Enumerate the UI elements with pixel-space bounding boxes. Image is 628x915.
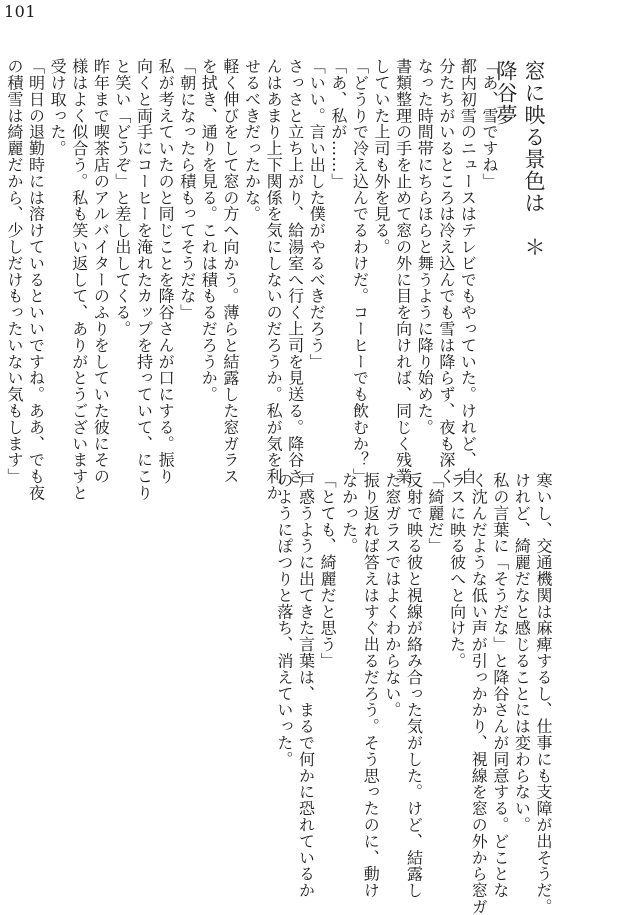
text-line: 「どうりで冷え込んでるわけだ。コーヒーでも飲むか？」 (350, 58, 370, 485)
text-line: さっさと立ち上がり、給湯室へ行く上司を見送る。降谷さ (285, 58, 305, 485)
text-line: んはあまり上下関係を気にしないのだろうか。私が気を利か (264, 58, 284, 501)
page-number: 101 (4, 2, 37, 21)
text-line: 「あ、私が……」 (328, 58, 348, 190)
text-line: 私が考えていたのと同じことを降谷さんが口にする。振り (156, 58, 176, 485)
text-line: なかった。 (339, 472, 359, 554)
upper-text-block (4, 58, 500, 501)
text-line: 軽く伸びをして窓の方へ向かう。薄らと結露した窓ガラス (220, 58, 240, 485)
text-line: 寒いし、交通機関は麻痺するし、仕事にも支障が出そうだ。 (534, 472, 553, 915)
text-line: 反射で映る彼と視線が絡み合った気がした。けど、結露し (404, 472, 424, 899)
text-line: 書類整理の手を止めて窓の外に目を向ければ、同じく残業 (393, 58, 413, 485)
text-line: していた上司も外を見る。 (372, 58, 392, 255)
text-line: 「とても、綺麗だと思う」 (318, 472, 338, 669)
text-line: なった時間帯にちらほらと舞うように降り始めた。 (415, 58, 435, 436)
text-line: ラスに映る彼へと向けた。 (447, 472, 467, 669)
text-line: 「朝になったら積もってそうだな」 (177, 58, 197, 321)
text-line: のようにぽつりと落ち、消えていった。 (274, 472, 294, 768)
text-line: 「綺麗だ」 (426, 472, 446, 554)
text-line: せるべきだったかな。 (242, 58, 262, 222)
text-line: 分たちがいるところは冷え込んでも雪は降らず、夜も深く (436, 58, 456, 485)
text-line: の積雪は綺麗だから、少しだけもったいない気もします」 (4, 58, 24, 485)
text-line: た窓ガラスではよくわからない。 (382, 472, 402, 718)
lower-text-block (274, 472, 554, 915)
text-line: を拭き、通りを見る。これは積もるだろうか。 (199, 58, 219, 403)
text-line: 「明日の退勤時には溶けているといいですね。ああ、でも夜 (26, 58, 46, 501)
text-line: けれど、綺麗だなと感じることには変わらない。 (512, 472, 532, 833)
text-line: 様はよく似合う。私も笑い返して、ありがとうございますと (69, 58, 89, 501)
text-line: 戸惑うように出てきた言葉は、まるで何かに恐れているか (296, 472, 316, 899)
text-line: 受け取った。 (48, 58, 68, 157)
text-line: 昨年まで喫茶店のアルバイターのふりをしていた彼にその (91, 58, 111, 485)
text-line: 都内初雪のニュースはテレビでもやっていた。けれど、自 (458, 58, 478, 485)
text-line: と笑い「どうぞ」と差し出してくる。 (112, 58, 132, 337)
story-title: 窓に映る景色は ＊ 降谷夢 (494, 60, 546, 280)
text-line: 向くと両手にコーヒーを淹れたカップを持っていて、にこり (134, 58, 154, 501)
text-line: 私の言葉に「そうだな」と降谷さんが同意する。どことな (490, 472, 510, 899)
text-line: 「あ、雪ですね」 (480, 58, 499, 190)
text-line: 振り返れば答えはすぐ出るだろう。そう思ったのに、動け (361, 472, 381, 899)
text-line: 「いい。言い出した僕がやるべきだろう」 (307, 58, 327, 370)
text-line: く沈んだような低い声が引っかかり、視線を窓の外から窓ガ (469, 472, 489, 915)
